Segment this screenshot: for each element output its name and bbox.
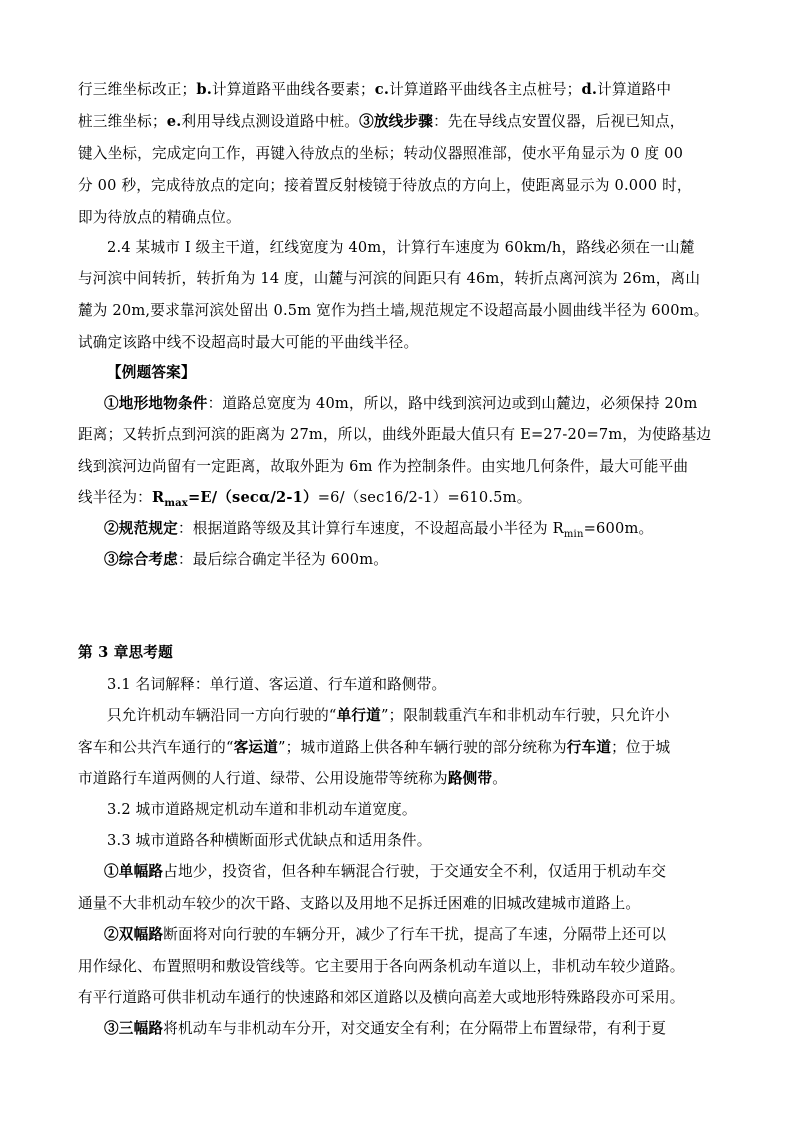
answer-item-2: ②规范规定：根据道路等级及其计算行车速度，不设超高最小半径为 $R_{min}=600m$。: [104, 520, 654, 540]
question-3-2: 3.2 城市道路规定机动车道和非机动车道宽度。: [107, 801, 417, 818]
text-line: 键入坐标，完成定向工作，再键入待放点的坐标；转动仪器照准部，使水平角显示为 0 度 00: [78, 145, 684, 162]
text-line: 有平行道路可供非机动车通行的快速路和郊区道路以及横向高差大或地形特殊路段亦可采用。: [78, 989, 685, 1006]
chapter-heading: 第 3 章思考题: [78, 644, 173, 661]
text-line: 客车和公共汽车通行的“客运道”；城市道路上供各种车辆行驶的部分统称为行车道；位于城: [78, 739, 671, 756]
text-line: 行三维坐标改正；b.计算道路平曲线各要素；c.计算道路平曲线各主点桩号；d.计算道路中: [78, 81, 672, 98]
text-line: 即为待放点的精确点位。: [78, 209, 241, 226]
text-line: 分 00 秒，完成待放点的定向；接着置反射棱镜于待放点的方向上，使距离显示为 0.000 时，: [78, 177, 692, 194]
answer-heading: 【例题答案】: [107, 364, 196, 381]
formula-line: 线半径为：$R_{max}=E/(\sec\alpha/2-1)=6/(\sec 16/2-1)=610.5m$。: [78, 489, 532, 509]
answer-single-road: ①单幅路占地少，投资省，但各种车辆混合行驶，于交通安全不利，仅适用于机动车交: [104, 863, 667, 880]
text-line: 只允许机动车辆沿同一方向行驶的“单行道”；限制载重汽车和非机动车行驶，只允许小: [107, 707, 670, 724]
text-line: 线到滨河边尚留有一定距离，故取外距为 6m 作为控制条件。由实地几何条件，最大可能平曲: [78, 458, 689, 475]
question-2-4: 2.4 某城市 I 级主干道，红线宽度为 40m，计算行车速度为 60km/h，路线必须在一山麓: [107, 239, 695, 256]
text-line: 市道路行车道两侧的人行道、绿带、公用设施带等统称为路侧带。: [78, 770, 508, 787]
answer-item-1: ①地形地物条件：道路总宽度为 40m，所以，路中线到滨河边或到山麓边，必须保持 20m: [104, 395, 698, 412]
text-line: 用作绿化、布置照明和敷设管线等。它主要用于各向两条机动车道以上，非机动车较少道路。: [78, 958, 685, 975]
text-line: 麓为 20m,要求靠河滨处留出 0.5m 宽作为挡土墙,规范规定不设超高最小圆曲线半径为 600m。: [78, 302, 709, 319]
answer-triple-road: ③三幅路将机动车与非机动车分开，对交通安全有利；在分隔带上布置绿带，有利于夏: [104, 1020, 667, 1037]
text-line: 通量不大非机动车较少的次干路、支路以及用地不足拆迁困难的旧城改建城市道路上。: [78, 895, 641, 912]
text-line: 与河滨中间转折，转折角为 14 度，山麓与河滨的间距只有 46m，转折点离河滨为 26m，离山: [78, 270, 701, 287]
answer-item-3: ③综合考虑：最后综合确定半径为 600m。: [104, 551, 389, 568]
answer-double-road: ②双幅路断面将对向行驶的车辆分开，减少了行车干扰，提高了车速，分隔带上还可以: [104, 926, 667, 943]
text-line: 试确定该路中线不设超高时最大可能的平曲线半径。: [78, 334, 419, 351]
question-3-1: 3.1 名词解释：单行道、客运道、行车道和路侧带。: [107, 676, 447, 693]
question-3-3: 3.3 城市道路各种横断面形式优缺点和适用条件。: [107, 832, 432, 849]
text-line: 距离；又转折点到河滨的距离为 27m，所以，曲线外距最大值只有 E=27-20=7m，为使路基边: [78, 426, 712, 443]
text-line: 桩三维坐标；e.利用导线点测设道路中桩。③放线步骤：先在导线点安置仪器，后视已知点，: [78, 113, 685, 130]
